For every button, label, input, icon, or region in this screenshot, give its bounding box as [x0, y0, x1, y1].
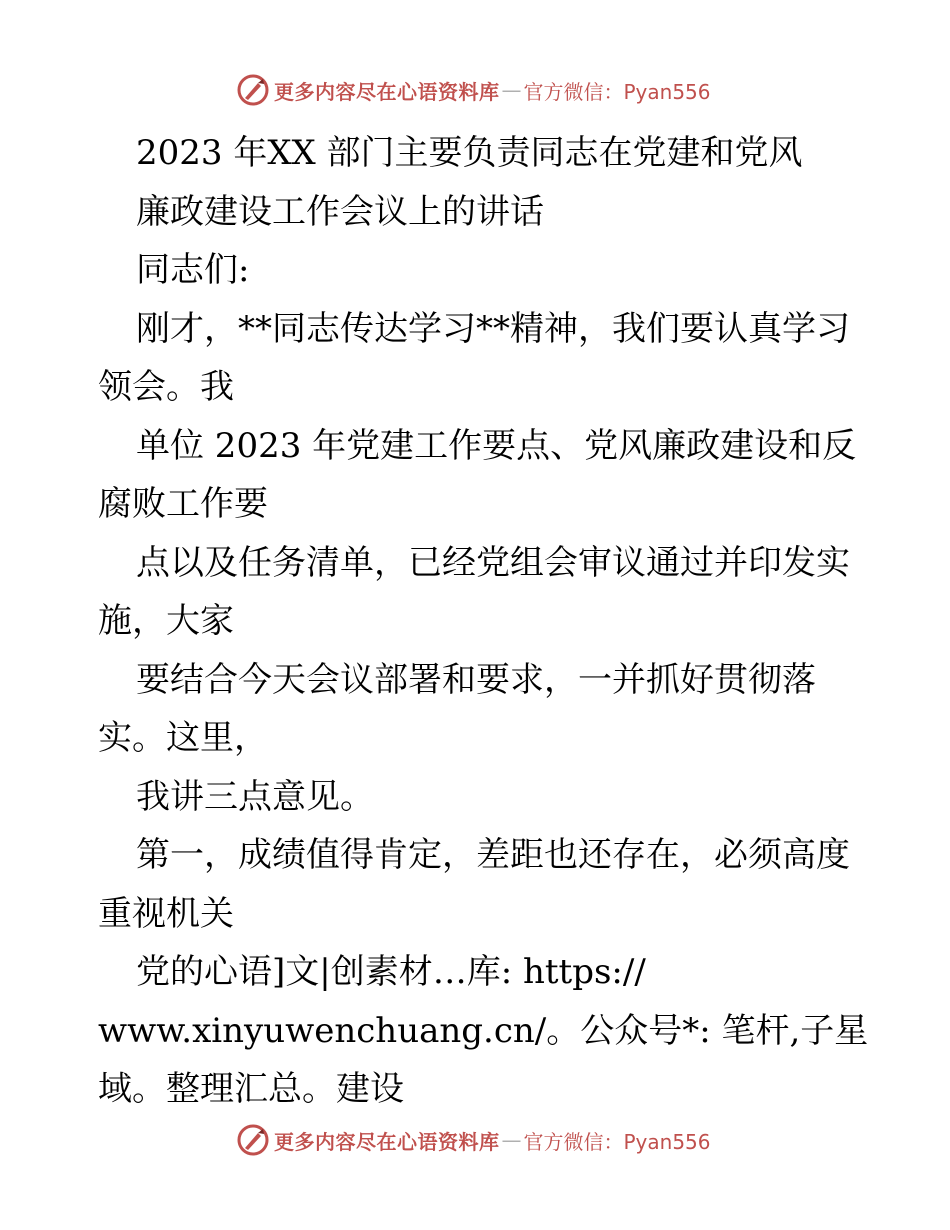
paragraph-line: 我讲三点意见。	[136, 776, 374, 817]
paragraph-line: 党的心语]文|创素材…库: https://	[136, 952, 646, 992]
banner-brand-text: 更多内容尽在心语资料库	[274, 1129, 500, 1154]
paragraph-line: 刚才，**同志传达学习**精神，我们要认真学习	[136, 308, 850, 349]
paragraph-line: 单位 2023 年党建工作要点、党风廉政建设和反	[136, 425, 857, 466]
banner-wechat-text: 官方微信：Pyan556	[523, 1129, 711, 1154]
paragraph-line: 第一，成绩值得肯定，差距也还存在，必须高度	[136, 835, 850, 875]
banner-separator: —	[501, 78, 522, 102]
paragraph-line: 域。整理汇总。建设	[98, 1069, 404, 1109]
paragraph-line: 重视机关	[98, 893, 234, 934]
paragraph-line: 实。这里，	[98, 718, 268, 758]
title-line-2: 廉政建设工作会议上的讲话	[136, 191, 544, 232]
paragraph-line: 领会。我	[98, 367, 234, 407]
paragraph-line: 点以及任务清单，已经党组会审议通过并印发实	[136, 542, 850, 583]
paragraph-line: www.xinyuwenchuang.cn/。公众号*: 笔杆,子星	[98, 1010, 869, 1051]
paragraph-line: 腐败工作要	[98, 484, 268, 524]
quill-pen-icon	[236, 73, 270, 107]
title-line-1: 2023 年XX 部门主要负责同志在党建和党风	[136, 133, 803, 173]
quill-pen-icon	[236, 1123, 270, 1157]
salutation: 同志们:	[136, 250, 250, 290]
header-banner	[236, 72, 711, 108]
paragraph-line: 施，大家	[98, 601, 234, 641]
banner-separator: —	[501, 1128, 522, 1152]
document-body	[98, 124, 869, 1119]
banner-wechat-text: 官方微信：Pyan556	[523, 79, 711, 104]
banner-brand-text: 更多内容尽在心语资料库	[274, 79, 500, 104]
paragraph-line: 要结合今天会议部署和要求，一并抓好贯彻落	[136, 659, 816, 700]
footer-banner	[236, 1122, 711, 1158]
